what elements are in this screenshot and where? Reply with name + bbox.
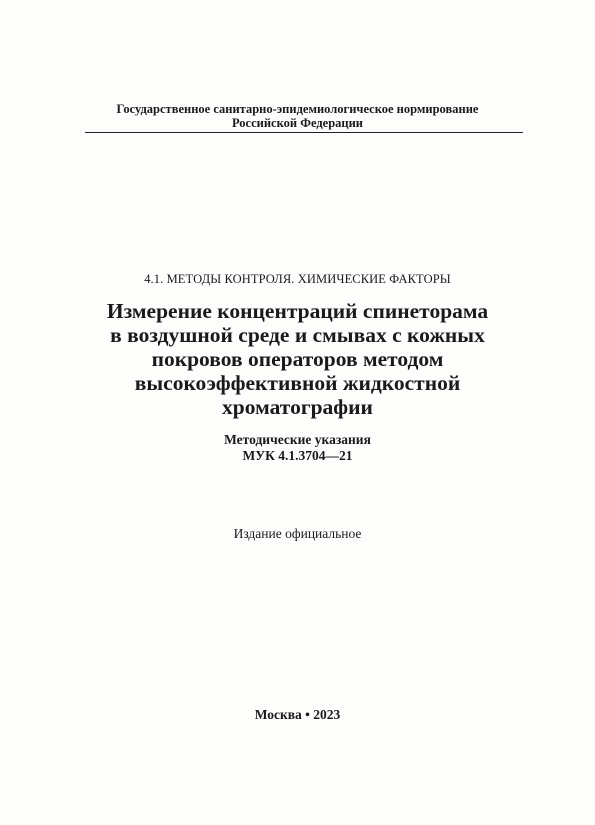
series-heading: 4.1. МЕТОДЫ КОНТРОЛЯ. ХИМИЧЕСКИЕ ФАКТОРЫ bbox=[144, 272, 451, 286]
title-line-3: покровов операторов методом bbox=[151, 347, 444, 371]
issuer-header bbox=[0, 102, 595, 130]
title-line-1: Измерение концентраций спинеторама bbox=[106, 299, 489, 323]
edition-note: Издание официальное bbox=[233, 526, 362, 541]
title-line-2: в воздушной среде и смывах с кожных bbox=[110, 323, 485, 347]
issuer-line-2: Российской Федерации bbox=[231, 116, 364, 130]
title-line-5: хроматографии bbox=[222, 395, 373, 419]
document-type bbox=[0, 432, 595, 464]
document-code: МУК 4.1.3704—21 bbox=[242, 448, 353, 463]
header-divider bbox=[85, 132, 523, 133]
issuer-line-1: Государственное санитарно-эпидемиологическое нормирование bbox=[116, 102, 479, 116]
document-type-label: Методические указания bbox=[224, 432, 371, 447]
place-and-year: Москва • 2023 bbox=[254, 707, 341, 722]
title-line-4: высокоэффективной жидкостной bbox=[134, 371, 461, 395]
document-title bbox=[0, 299, 595, 419]
